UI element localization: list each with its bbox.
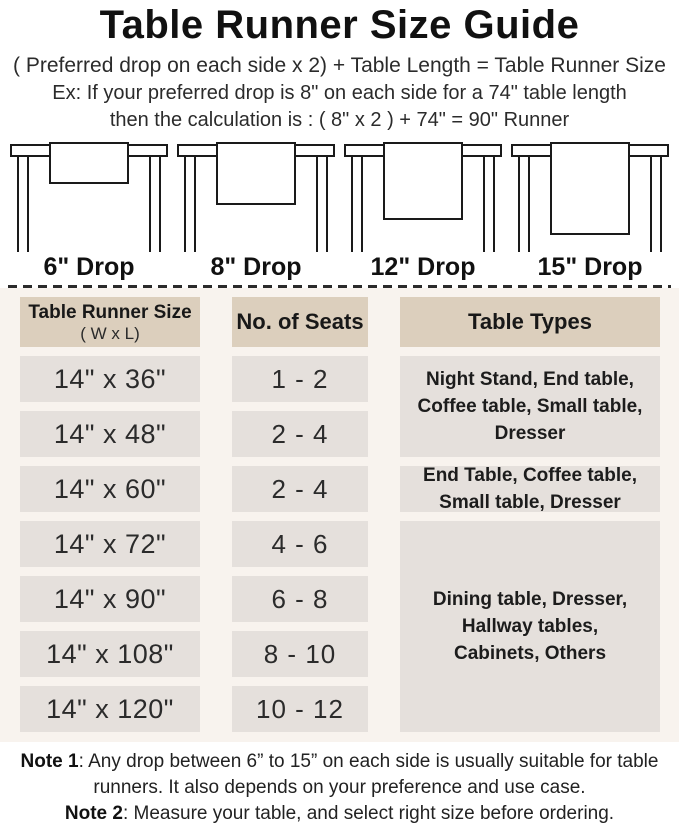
runner-size-cell: 14" x 48" — [20, 411, 200, 457]
size-table-panel — [0, 288, 679, 742]
table-types-group-cell — [400, 356, 660, 457]
table-types-group-text: Dining table, Dresser, Hallway tables, Cabinets, Others — [432, 589, 628, 664]
seats-cell: 10 - 12 — [232, 686, 368, 732]
runner-drape-shape — [550, 142, 630, 235]
seats-cell: 4 - 6 — [232, 521, 368, 567]
note-1-text: : Any drop between 6” to 15” on each side is usually suitable for table runners. It also depends on your preference and use case. — [78, 751, 659, 798]
runner-size-cell: 14" x 36" — [20, 356, 200, 402]
drop-label: 8" Drop — [210, 253, 302, 281]
runner-size-cell: 14" x 120" — [20, 686, 200, 732]
example-line-2: then the calculation is : ( 8" x 2 ) + 74" = 90" Runner — [109, 109, 570, 131]
runner-size-cell: 14" x 72" — [20, 521, 200, 567]
table-leg-right — [483, 156, 495, 252]
runner-size-cell: 14" x 108" — [20, 631, 200, 677]
table-leg-right — [149, 156, 161, 252]
seats-cell: 2 - 4 — [232, 466, 368, 512]
drop-illustration-6in — [8, 140, 170, 281]
seats-cell: 2 - 4 — [232, 411, 368, 457]
table-types-group-cell — [400, 466, 660, 512]
header-seats — [232, 297, 368, 347]
table-leg-left — [184, 156, 196, 252]
page-title: Table Runner Size Guide — [99, 3, 580, 47]
runner-drape-shape — [383, 142, 463, 220]
note-2 — [6, 801, 673, 827]
table-side-view-drawing — [8, 140, 170, 252]
note-2-label: Note 2 — [64, 803, 123, 824]
note-2-text: : Measure your table, and select right size before ordering. — [122, 803, 615, 824]
drop-illustrations — [0, 140, 679, 281]
seats-cell: 8 - 10 — [232, 631, 368, 677]
note-1 — [6, 749, 673, 801]
table-leg-right — [650, 156, 662, 252]
header-seats-label: No. of Seats — [236, 309, 364, 334]
size-table — [20, 297, 660, 732]
notes-section — [0, 749, 679, 827]
table-side-view-drawing — [509, 140, 671, 252]
table-leg-left — [518, 156, 530, 252]
header-runner-size — [20, 297, 200, 347]
example-line-1: Ex: If your preferred drop is 8" on each side for a 74" table length — [52, 82, 627, 104]
formula-text: ( Preferred drop on each side x 2) + Table Length = Table Runner Size — [13, 54, 666, 77]
runner-drape-shape — [216, 142, 296, 205]
drop-label: 6" Drop — [43, 253, 135, 281]
seats-cell: 1 - 2 — [232, 356, 368, 402]
table-types-group-cell — [400, 521, 660, 732]
table-leg-right — [316, 156, 328, 252]
table-leg-left — [351, 156, 363, 252]
drop-illustration-12in — [342, 140, 504, 281]
header-runner-size-label: Table Runner Size — [28, 301, 192, 323]
runner-size-cell: 14" x 60" — [20, 466, 200, 512]
header-runner-size-sublabel: ( W x L) — [80, 323, 140, 343]
drop-label: 12" Drop — [370, 253, 476, 281]
runner-drape-shape — [49, 142, 129, 184]
drop-illustration-15in — [509, 140, 671, 281]
table-types-group-text: End Table, Coffee table, Small table, Dresser — [423, 465, 637, 513]
header-table-types-label: Table Types — [468, 309, 592, 334]
drop-label: 15" Drop — [537, 253, 643, 281]
runner-size-cell: 14" x 90" — [20, 576, 200, 622]
table-types-group-text: Night Stand, End table, Coffee table, Small table, Dresser — [417, 369, 643, 444]
table-leg-left — [17, 156, 29, 252]
header-table-types — [400, 297, 660, 347]
drop-illustration-8in — [175, 140, 337, 281]
seats-cell: 6 - 8 — [232, 576, 368, 622]
table-side-view-drawing — [175, 140, 337, 252]
table-side-view-drawing — [342, 140, 504, 252]
note-1-label: Note 1 — [20, 751, 79, 772]
